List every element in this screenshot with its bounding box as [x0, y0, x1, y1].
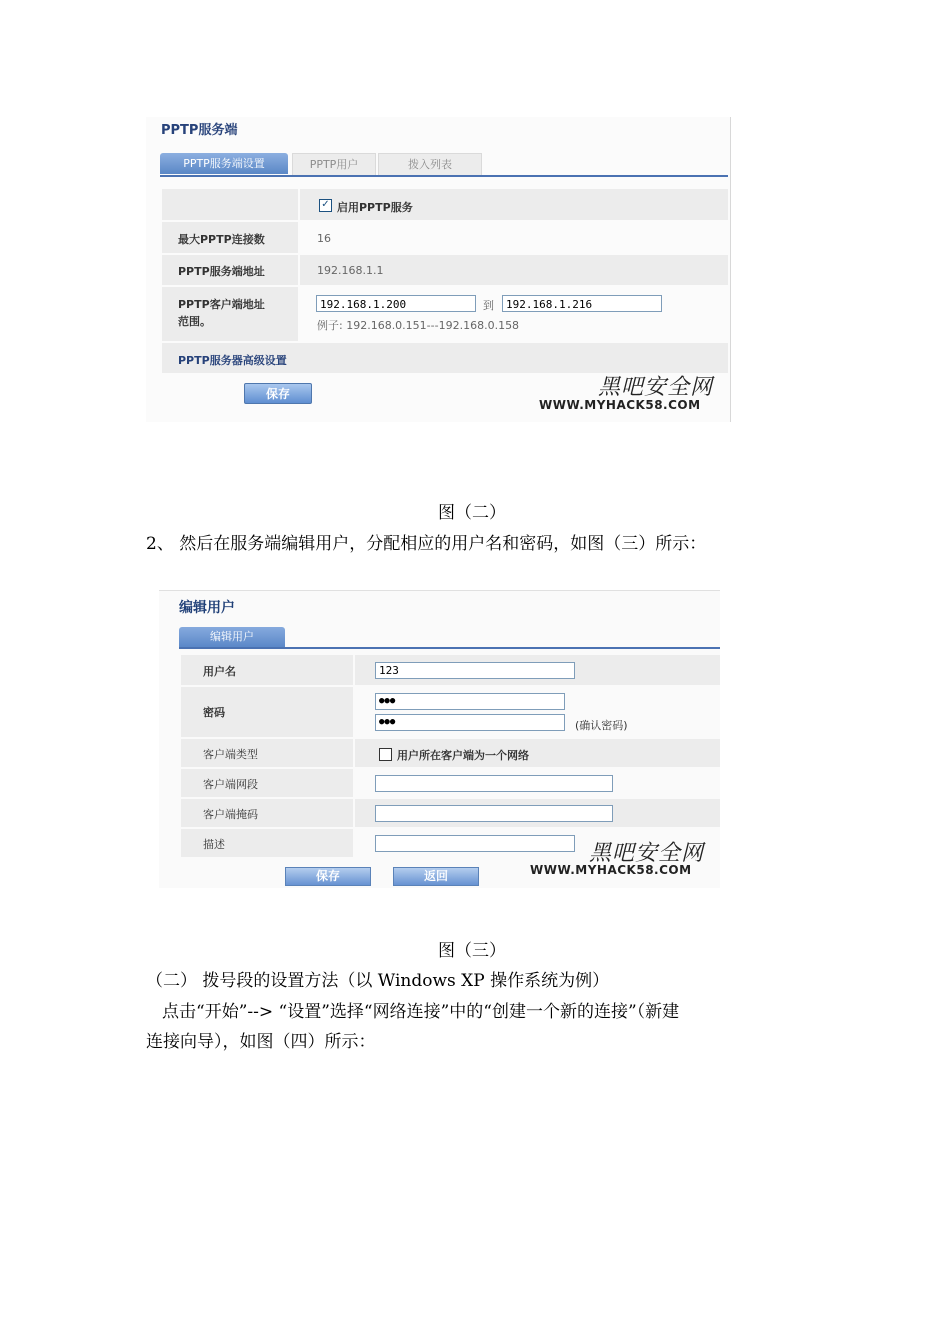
- advanced-settings-link[interactable]: PPTP服务器高级设置: [178, 354, 287, 367]
- server-address-value: 192.168.1.1: [317, 264, 384, 277]
- server-address-row: [162, 255, 728, 285]
- range-example: 例子: 192.168.0.151---192.168.0.158: [317, 319, 520, 332]
- client-type-row: [181, 739, 720, 767]
- max-connections-row: [162, 222, 728, 253]
- range-to-label: 到: [483, 299, 494, 312]
- max-connections-label: 最大PPTP连接数: [178, 233, 265, 246]
- panel-title: PPTP服务端: [161, 123, 238, 138]
- max-connections-value: 16: [317, 232, 331, 245]
- password-confirm-input[interactable]: ●●●: [375, 714, 565, 731]
- enable-pptp-checkbox[interactable]: ✓: [319, 199, 332, 212]
- client-subnet-input[interactable]: [375, 775, 613, 792]
- client-subnet-label: 客户端网段: [203, 778, 258, 791]
- save-button[interactable]: 保存: [285, 867, 371, 886]
- enable-row: [162, 189, 728, 220]
- username-row: [181, 655, 720, 685]
- edit-user-screenshot: [159, 590, 720, 888]
- caption-figure-3: 图（三）: [438, 941, 506, 961]
- tab-dial-in-list[interactable]: 拨入列表: [378, 153, 482, 175]
- watermark-url: WWW.MYHACK58.COM: [530, 863, 692, 877]
- paragraph-step-2: 2、 然后在服务端编辑用户，分配相应的用户名和密码，如图（三）所示：: [146, 534, 707, 554]
- back-button[interactable]: 返回: [393, 867, 479, 886]
- watermark-logo: 黑吧安全网: [589, 841, 705, 866]
- client-subnet-row: [181, 769, 720, 797]
- client-network-option: 用户所在客户端为一个网络: [397, 749, 529, 762]
- panel-title: 编辑用户: [179, 600, 235, 616]
- paragraph-line-2: 连接向导），如图（四）所示：: [146, 1032, 376, 1052]
- enable-pptp-label: 启用PPTP服务: [337, 201, 413, 214]
- username-label: 用户名: [203, 665, 236, 678]
- tab-bar: [179, 627, 720, 649]
- username-input[interactable]: 123: [375, 662, 575, 679]
- client-type-label: 客户端类型: [203, 748, 258, 761]
- client-mask-label: 客户端掩码: [203, 808, 258, 821]
- tab-bar: [160, 153, 728, 177]
- password-input[interactable]: ●●●: [375, 693, 565, 710]
- watermark-url: WWW.MYHACK58.COM: [539, 398, 701, 412]
- tab-edit-user[interactable]: 编辑用户: [179, 627, 285, 647]
- password-label: 密码: [203, 706, 225, 719]
- client-mask-row: [181, 799, 720, 827]
- server-address-label: PPTP服务端地址: [178, 265, 265, 278]
- password-row: [181, 687, 720, 737]
- tab-pptp-server-settings[interactable]: PPTP服务端设置: [160, 153, 288, 174]
- section-heading: （二） 拨号段的设置方法（以 Windows XP 操作系统为例）: [146, 971, 610, 991]
- pptp-server-screenshot: [146, 117, 731, 422]
- description-input[interactable]: [375, 835, 575, 852]
- range-start-input[interactable]: 192.168.1.200: [316, 295, 476, 312]
- client-network-checkbox[interactable]: [379, 748, 392, 761]
- client-range-label: PPTP客户端地址: [178, 298, 265, 311]
- client-mask-input[interactable]: [375, 805, 613, 822]
- advanced-row: [162, 343, 728, 373]
- save-button[interactable]: 保存: [244, 383, 312, 404]
- caption-figure-2: 图（二）: [438, 503, 506, 523]
- watermark-logo: 黑吧安全网: [598, 375, 714, 400]
- tab-pptp-users[interactable]: PPTP用户: [292, 153, 376, 175]
- description-label: 描述: [203, 838, 225, 851]
- range-end-input[interactable]: 192.168.1.216: [502, 295, 662, 312]
- confirm-password-hint: (确认密码): [575, 719, 628, 732]
- client-range-row: [162, 287, 728, 341]
- paragraph-line-1: 点击“开始”--> “设置”选择“网络连接”中的“创建一个新的连接”（新建: [162, 1002, 680, 1022]
- client-range-label-2: 范围。: [178, 315, 211, 328]
